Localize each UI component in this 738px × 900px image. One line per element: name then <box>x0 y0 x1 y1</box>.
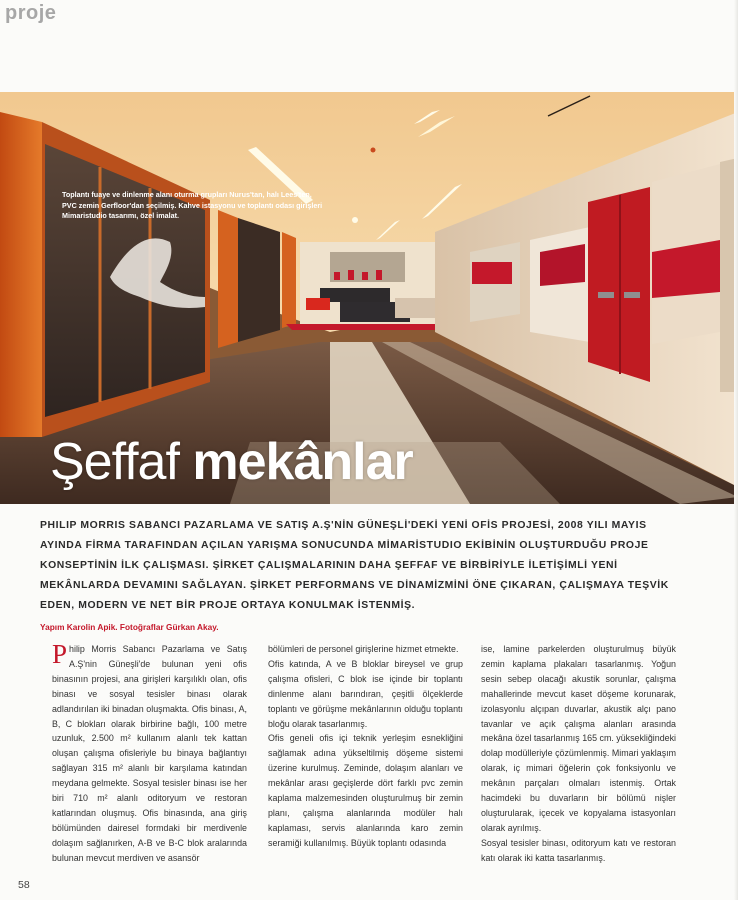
body-paragraph <box>52 639 247 866</box>
body-paragraph: Ofis geneli ofis içi teknik yerleşim esnekliğini sağlamak adına yükseltilmiş döşeme sistemi üzerine kurulmuş. Zeminde, dolaşım alanları ve mekânlar arası geçişlerde dört farklı pvc zemin kaplama malzemesinden oluşturulmuş bir zemin planı, çalışma alanlarında modüler halı kaplaması, servis alanlarında karo zemin seramiği kullanılmış. Büyük toplantı odasında <box>268 733 463 848</box>
body-paragraph: bölümleri de personel girişlerine hizmet etmekte. <box>268 644 459 654</box>
article-headline <box>50 432 413 492</box>
body-paragraph: Ofis katında, A ve B bloklar bireysel ve grup çalışma ofisleri, C blok ise içinde bir toplantı dinlenme alanı barındıran, çeşitli ölçeklerde toplantı ve görüşme mekânlarının olduğu toplantı bloğu olarak tasarlanmış. <box>268 658 463 729</box>
photo-caption: Toplantı fuaye ve dinlenme alanı oturma grupları Nurus'tan, halı Lees'ten, PVC zemin Gerfloor'dan seçilmiş. Kahve istasyonu ve toplantı odası girişleri Mimaristudio tasarımı, özel imalat. <box>62 190 323 220</box>
body-text: hilip Morris Sabancı Pazarlama ve Satış A.Ş'nin Güneşli'de bulunan yeni ofis binasının projesi, ana girişleri karşılıklı olan, ofis binası ve sosyal tesisler binası olarak adlandırılan iki binadan oluşmakta. Ofis binası, A, B, C blokları olarak birbirine bağlı, 100 metre uzunluk, 2.500 m² kullanım alanlı tek kattan oluşan çalışma ofisleriyle bu binaya bağlantıyı sağlayan 315 m² alanlı bir karşılama katından meydana gelmekte. Sosyal tesisler binası ise her biri 710 m² alanlı oditoryum ve restoran katlarından oluşmuş. Ofis binasında, ana giriş bölümünden dairesel formdaki bir merdivenle dolaşım sağlanırken, A-B ve B-C blok aralarında bulunan mevcut merdiven ve asansör <box>52 644 247 863</box>
article-lead: PHILIP MORRIS SABANCI PAZARLAMA VE SATIŞ A.Ş'NİN GÜNEŞLİ'DEKİ YENİ OFİS PROJESİ, 2008 YILI MAYIS AYINDA FİRMA TARAFINDAN AÇILAN YARIŞMA SONUCUNDA MİMARİSTUDIO EKİBİNİN OLUŞTURDUĞU PROJE KONSEPTİNİN İLK ÇALIŞMASI. ŞİRKET ÇALIŞMALARININ DAHA ŞEFFAF VE BİRBİRİYLE İLETİŞİMLİ YENİ MEKÂNLARDA DEVAMINI SAĞLAYAN. ŞİRKET PERFORMANS VE DİNAMİZMİNİ ÖNE ÇIKARAN, ÇALIŞMAYA TEŞVİK EDEN, MODERN VE NET BİR PROJE ORTAYA KONULMAK İSTENMİŞ. <box>40 520 669 611</box>
page-number: 58 <box>18 879 30 891</box>
drop-cap: P <box>52 639 68 669</box>
body-paragraph: Sosyal tesisler binası, oditoryum katı ve restoran katı olarak iki katta tasarlanmış. <box>481 837 676 863</box>
body-column-1 <box>52 639 247 866</box>
article-credit: Yapım Karolin Apik. Fotoğraflar Gürkan Akay. <box>40 622 219 632</box>
page-edge <box>734 0 738 900</box>
body-column-2 <box>268 642 463 851</box>
headline-light: Şeffaf <box>50 433 193 491</box>
section-label: proje <box>5 2 57 24</box>
body-column-3 <box>481 642 676 866</box>
headline-bold: mekânlar <box>192 433 413 491</box>
body-paragraph: ise, lamine parkelerden oluşturulmuş büyük zemin kaplama plakaları tasarlanmış. Yoğun sesin sebep olacağı akustik sorunlar, çalışma mahallerinde mevcut kaset döşeme korunarak, izolasyonlu alçıpan duvarlar, akustik alçı pano tavanlar ve açık çalışma alanları arasında mekâna özel tasarlanmış 165 cm. yüksekliğindeki dolap modülleriyle çözümlenmiş. Mimari yaklaşım olarak, iç mimari öğelerin çok fonksiyonlu ve mekânın parçaları olmaları istenmiş. Ortak hacimdeki bu duvarların bir bölümü nişler oluşturularak, içecek ve kopyalama istasyonları olarak ayrılmış. <box>481 644 676 833</box>
